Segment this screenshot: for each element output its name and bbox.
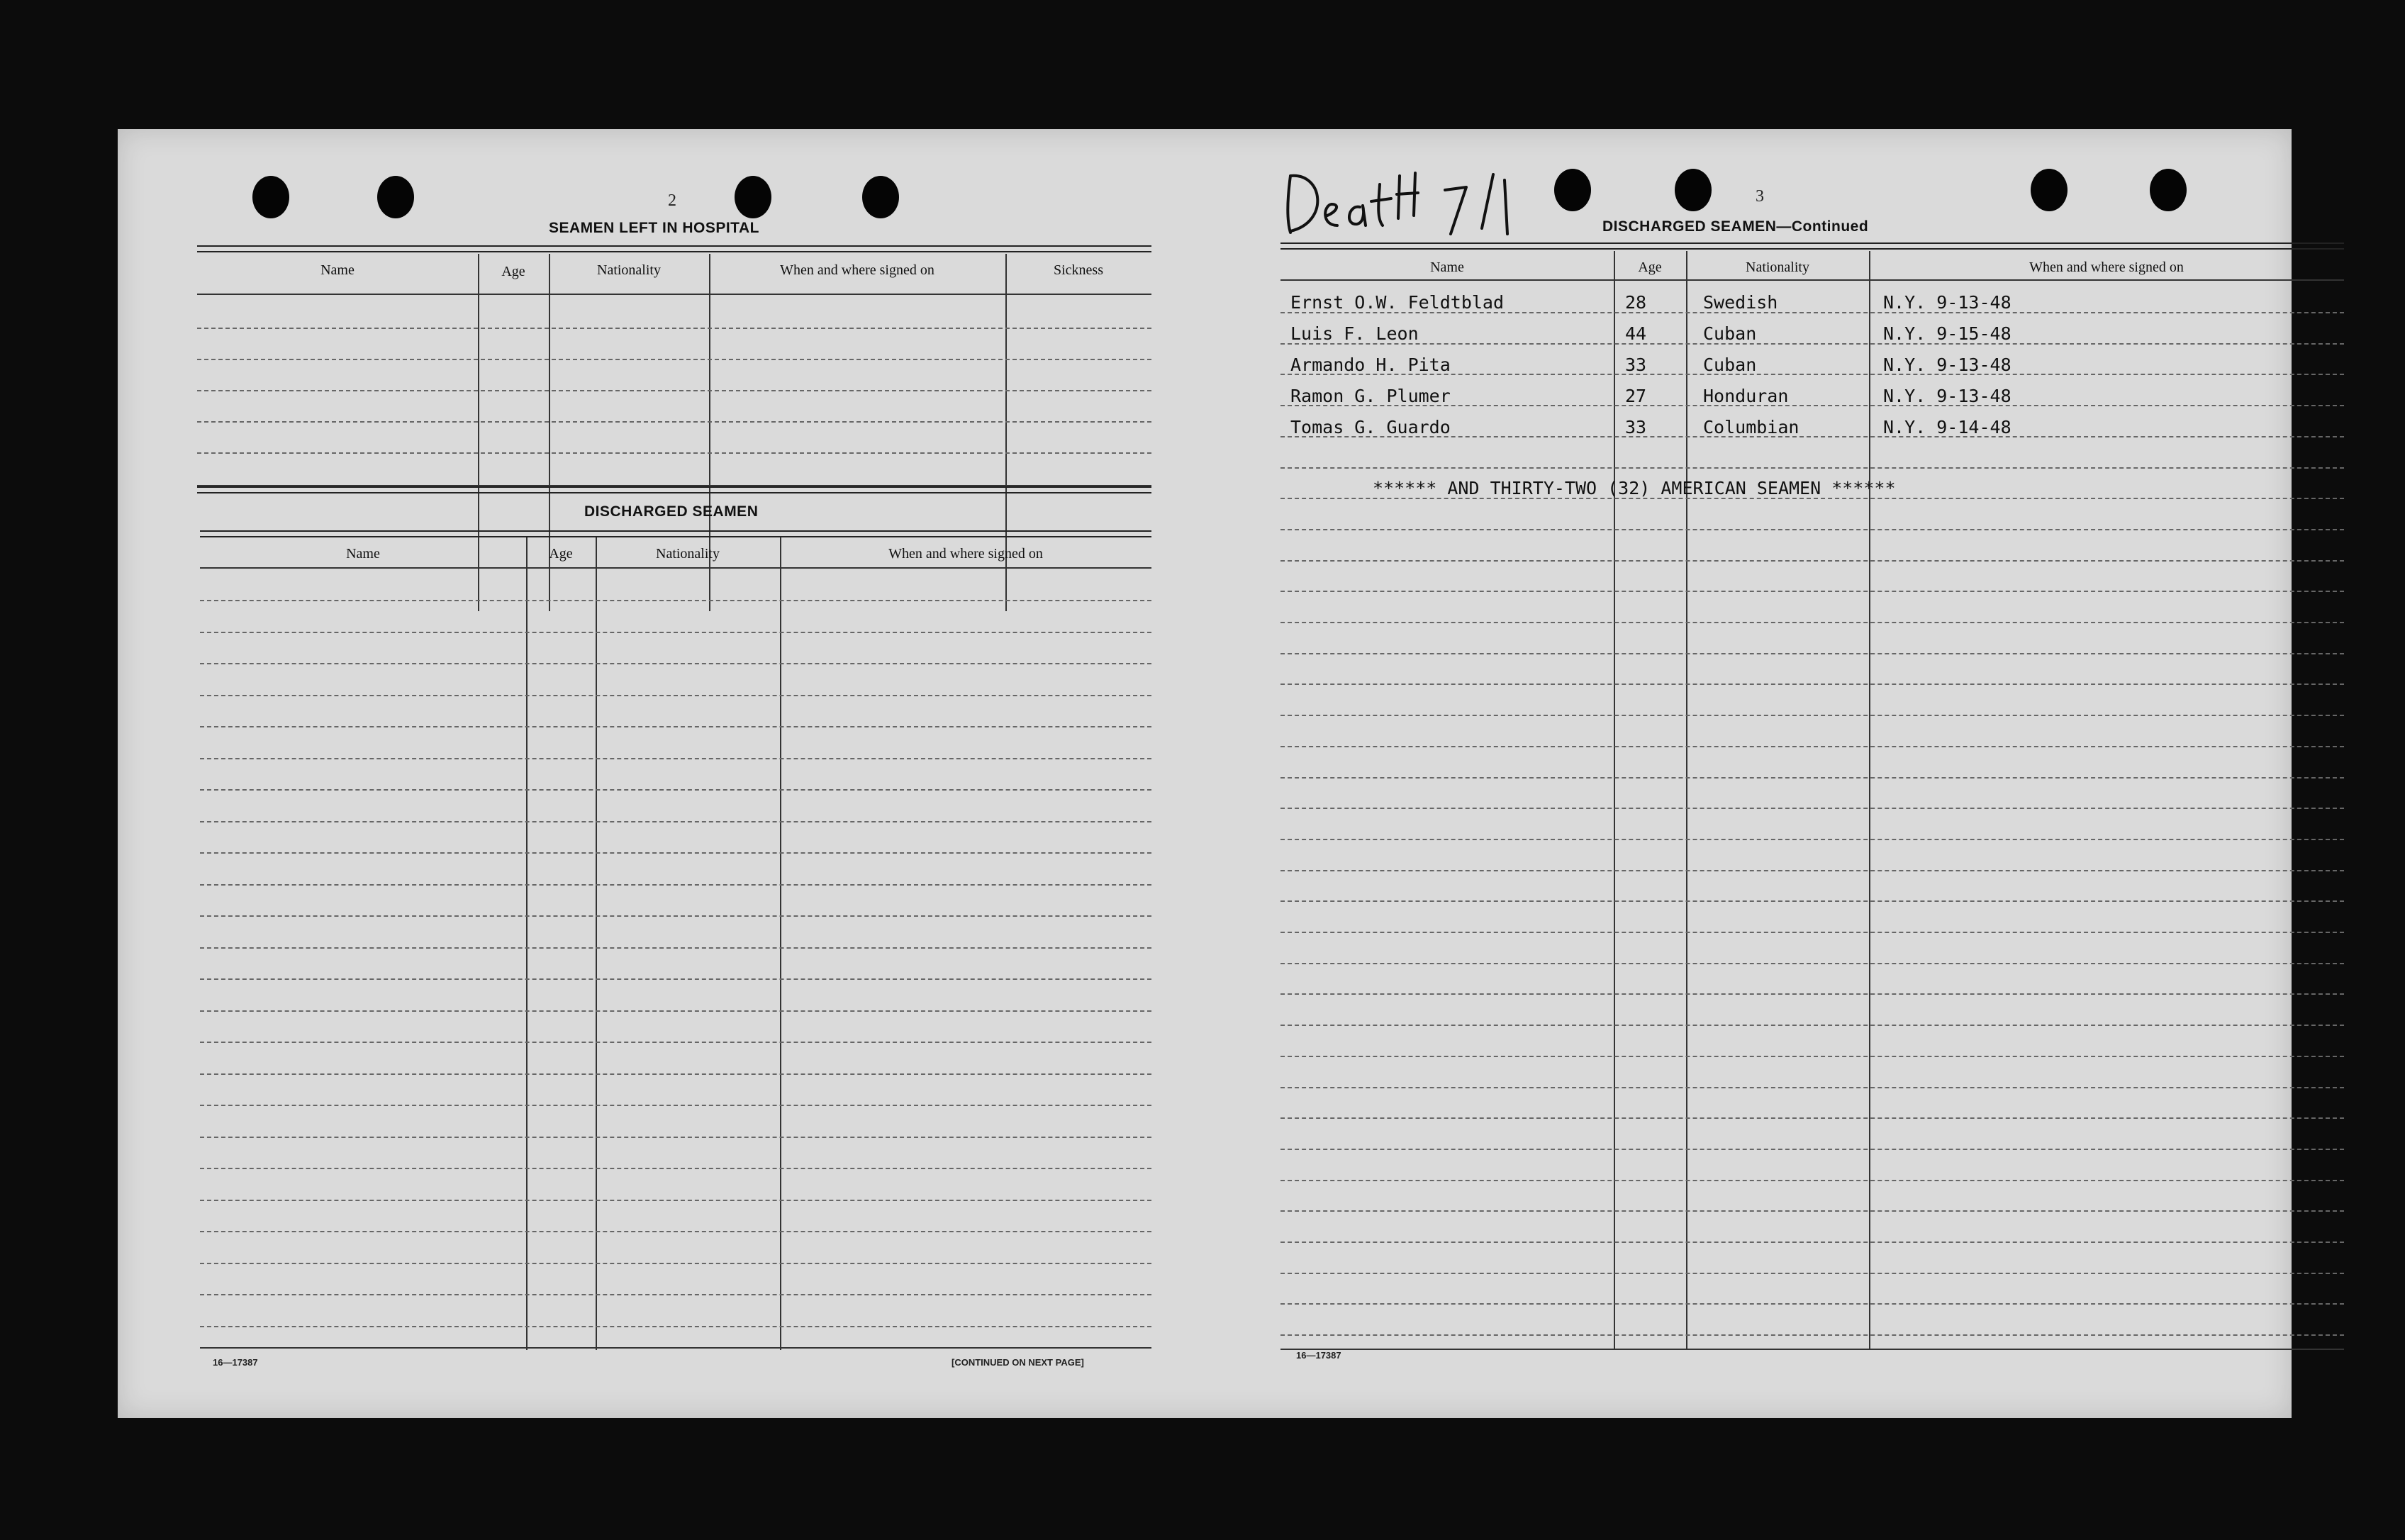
hospital-col-sickness: Sickness — [1054, 262, 1103, 278]
row-line — [200, 978, 1151, 980]
row-line — [200, 1263, 1151, 1264]
hospital-section-title: SEAMEN LEFT IN HOSPITAL — [549, 220, 759, 236]
row-line — [200, 600, 1151, 601]
punch-hole — [1675, 169, 1712, 211]
discharged-section-title-right — [1602, 218, 1868, 235]
row-line — [200, 1326, 1151, 1327]
row-line — [1280, 1334, 2344, 1336]
row-line — [200, 1010, 1151, 1012]
right-col-signed: When and where signed on — [2029, 260, 2184, 275]
row-line — [200, 1231, 1151, 1232]
column-divider — [1686, 251, 1687, 1350]
row-line — [200, 1137, 1151, 1138]
discharged-col-signed: When and where signed on — [888, 546, 1043, 562]
row-line — [1280, 839, 2344, 840]
row-line — [200, 789, 1151, 791]
crew-name: Armando H. Pita — [1290, 355, 1451, 375]
table-bottom-rule — [1280, 1349, 2344, 1350]
crew-age: 28 — [1625, 292, 1647, 313]
column-divider — [1869, 251, 1870, 1350]
crew-nationality: Honduran — [1703, 386, 1789, 406]
crew-nationality: Cuban — [1703, 323, 1757, 344]
hospital-col-nationality: Nationality — [597, 262, 661, 278]
crew-nationality: Cuban — [1703, 355, 1757, 375]
row-line — [1280, 715, 2344, 716]
row-line — [1280, 1210, 2344, 1212]
row-line — [197, 328, 1151, 329]
crew-name: Tomas G. Guardo — [1290, 417, 1451, 437]
discharged-title-rule-right — [1280, 242, 2344, 250]
row-line — [200, 1042, 1151, 1043]
row-line — [200, 852, 1151, 854]
crew-signed-on: N.Y. 9-13-48 — [1883, 355, 2011, 375]
crew-nationality: Columbian — [1703, 417, 1799, 437]
row-line — [1280, 1303, 2344, 1305]
row-line — [1280, 1117, 2344, 1119]
row-line — [1280, 1149, 2344, 1150]
hospital-col-signed: When and where signed on — [780, 262, 934, 278]
row-line — [1280, 870, 2344, 871]
header-rule — [200, 567, 1151, 569]
column-divider — [596, 537, 597, 1350]
hospital-bottom-rule — [197, 486, 1151, 493]
row-line — [197, 452, 1151, 454]
row-line — [200, 1105, 1151, 1106]
row-line — [197, 421, 1151, 423]
right-col-nationality: Nationality — [1746, 260, 1809, 275]
handwritten-death-note — [1280, 155, 1578, 240]
row-line — [1280, 560, 2344, 562]
crew-signed-on: N.Y. 9-14-48 — [1883, 417, 2011, 437]
row-line — [1280, 1087, 2344, 1088]
discharged-col-name: Name — [346, 546, 380, 562]
crew-signed-on: N.Y. 9-13-48 — [1883, 386, 2011, 406]
row-line — [200, 884, 1151, 886]
row-line — [1280, 1180, 2344, 1181]
row-line — [200, 663, 1151, 664]
crew-signed-on: N.Y. 9-15-48 — [1883, 323, 2011, 344]
column-divider — [526, 537, 528, 1350]
right-col-age: Age — [1638, 260, 1662, 275]
row-line — [1280, 653, 2344, 654]
row-line — [200, 758, 1151, 759]
discharged-table-left — [200, 537, 1151, 1354]
form-number-left: 16—17387 — [213, 1357, 258, 1368]
column-divider — [1614, 251, 1615, 1350]
header-rule — [197, 294, 1151, 295]
section-title-main: DISCHARGED SEAMEN — [1602, 218, 1777, 235]
row-line — [200, 726, 1151, 727]
row-line — [1280, 808, 2344, 809]
continued-note: [CONTINUED ON NEXT PAGE] — [952, 1357, 1084, 1368]
discharged-section-title-left: DISCHARGED SEAMEN — [584, 503, 759, 520]
row-line — [1280, 343, 2344, 345]
row-line — [200, 821, 1151, 822]
discharged-col-age: Age — [549, 546, 573, 562]
row-line — [1280, 1273, 2344, 1274]
row-line — [200, 1073, 1151, 1075]
hospital-col-age: Age — [501, 264, 525, 279]
crew-age: 33 — [1625, 417, 1647, 437]
row-line — [200, 632, 1151, 633]
discharged-col-nationality: Nationality — [656, 546, 720, 562]
crew-nationality: Swedish — [1703, 292, 1778, 313]
row-line — [200, 915, 1151, 917]
row-line — [200, 1168, 1151, 1169]
row-line — [1280, 900, 2344, 902]
hospital-col-name: Name — [320, 262, 355, 278]
row-line — [1280, 529, 2344, 530]
punch-hole — [252, 176, 289, 218]
column-divider — [780, 537, 781, 1350]
row-line — [1280, 746, 2344, 747]
row-line — [1280, 683, 2344, 685]
section-title-suffix: —Continued — [1776, 218, 1869, 235]
hospital-title-rule — [197, 245, 1151, 252]
row-line — [1280, 591, 2344, 592]
punch-hole — [735, 176, 771, 218]
row-line — [1280, 1056, 2344, 1057]
header-rule — [1280, 279, 2344, 281]
punch-hole — [377, 176, 414, 218]
crew-name: Luis F. Leon — [1290, 323, 1419, 344]
row-line — [1280, 963, 2344, 964]
row-line — [200, 695, 1151, 696]
punch-hole — [2031, 169, 2068, 211]
row-line — [200, 1294, 1151, 1295]
discharged-table-right — [1280, 251, 2344, 1351]
form-number-right: 16—17387 — [1296, 1350, 1341, 1361]
page-number-right: 3 — [1756, 187, 1764, 206]
crew-age: 27 — [1625, 386, 1647, 406]
row-line — [200, 947, 1151, 949]
right-col-name: Name — [1430, 260, 1464, 275]
crew-age: 44 — [1625, 323, 1647, 344]
row-line — [197, 390, 1151, 391]
row-line — [1280, 993, 2344, 995]
row-line — [1280, 777, 2344, 779]
american-seamen-summary: ****** AND THIRTY-TWO (32) AMERICAN SEAMEN ****** — [1373, 478, 1896, 498]
document-sheet — [118, 129, 2292, 1418]
crew-name: Ramon G. Plumer — [1290, 386, 1451, 406]
row-line — [197, 359, 1151, 360]
crew-name: Ernst O.W. Feldtblad — [1290, 292, 1505, 313]
table-bottom-rule — [200, 1347, 1151, 1349]
row-line — [200, 1200, 1151, 1201]
page-number-left: 2 — [668, 191, 676, 210]
crew-signed-on: N.Y. 9-13-48 — [1883, 292, 2011, 313]
punch-hole — [862, 176, 899, 218]
crew-age: 33 — [1625, 355, 1647, 375]
row-line — [1280, 1242, 2344, 1243]
row-line — [1280, 932, 2344, 933]
row-line — [1280, 622, 2344, 623]
punch-hole — [2150, 169, 2187, 211]
discharged-title-rule-left — [200, 530, 1151, 537]
row-line — [1280, 1025, 2344, 1026]
row-line — [1280, 467, 2344, 469]
